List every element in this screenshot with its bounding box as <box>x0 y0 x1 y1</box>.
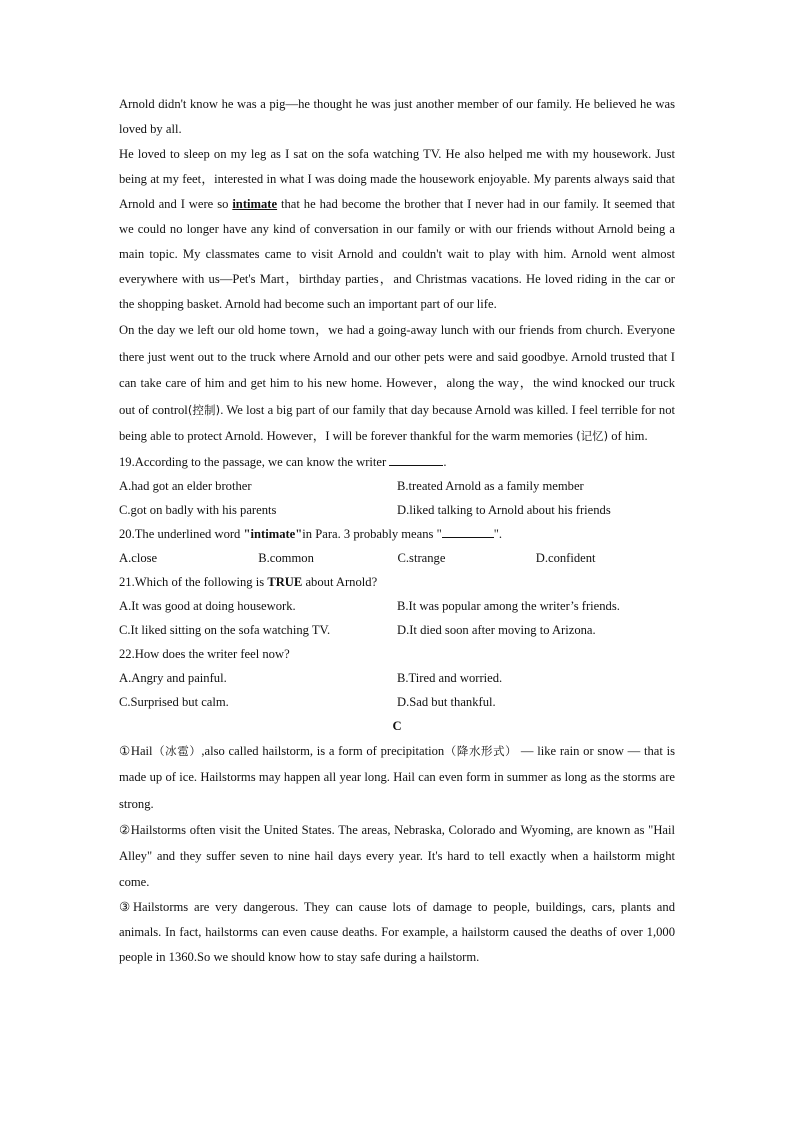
passage-paragraph-1: Arnold didn't know he was a pig—he thought he was just another member of our family. He believed he was loved by all. <box>119 97 675 136</box>
question-22-options-row-1 <box>119 666 675 690</box>
passage-paragraph-2-part-1: He loved to sleep on my leg as I sat on the sofa watching TV. He also helped me with my housework. Just being at my feet，interested in what I was doing made the housework enjoyable. My parents always said that Arnold and I were so <box>119 147 675 211</box>
question-20-option-a: A.close <box>119 550 158 565</box>
section-c-paragraph-1-part-3: — like rain or snow — that is made up of ice. Hailstorms may happen all year long. Hail can even form in summer as long as the storms are strong. <box>119 743 675 811</box>
question-22-option-a: A.Angry and painful. <box>119 670 227 685</box>
gloss-memories: (记忆) <box>576 429 609 443</box>
question-20-word: "intimate" <box>243 526 303 541</box>
question-21-option-a: A.It was good at doing housework. <box>119 598 296 613</box>
question-20-stem-end: ". <box>493 526 503 541</box>
question-19-option-a: A.had got an elder brother <box>119 478 252 493</box>
question-20-options <box>119 546 675 570</box>
question-20-option-b: B.common <box>258 550 314 565</box>
question-21-option-b: B.It was popular among the writer’s friends. <box>397 598 620 613</box>
gloss-precipitation: （降水形式） <box>444 743 518 758</box>
gloss-hail: （冰雹） <box>152 743 202 758</box>
passage-paragraph-2 <box>119 142 675 317</box>
passage-paragraph-3-part-1: On the day we left our old home town，we had a going-away lunch with our friends from church. Everyone there just went out to the truck where Arnold and our other pets were and said goodbye. Arnold trusted that I can take care of him and get him to his new home. However，along the way，the wind knocked our truck out of control <box>119 323 675 417</box>
question-22-stem: 22.How does the writer feel now? <box>119 646 290 661</box>
section-c-paragraph-3: ③Hailstorms are very dangerous. They can cause lots of damage to people, buildings, cars, plants and animals. In fact, hailstorms can even cause deaths. For example, a hailstorm caused the deaths of over 1,000 people in 1360.So we should know how to stay safe during a hailstorm. <box>119 900 675 964</box>
question-21-option-c: C.It liked sitting on the sofa watching TV. <box>119 622 331 637</box>
question-21-word: TRUE <box>267 574 303 589</box>
passage-paragraph-3-part-2: . We lost a big part of our family that day because Arnold was killed. I feel terrible for not being able to protect Arnold. However，I will be forever thankful for the warm memories <box>119 402 675 443</box>
question-22-option-b: B.Tired and worried. <box>397 670 503 685</box>
section-c-paragraph-1-part-1: ①Hail <box>119 743 153 758</box>
question-20-text-1: 20.The underlined word <box>119 526 244 541</box>
question-21-options-row-1 <box>119 594 675 618</box>
question-19-stem-end: . <box>443 454 447 469</box>
section-c-paragraph-2: ②Hailstorms often visit the United States. The areas, Nebraska, Colorado and Wyoming, are known as "Hail Alley" and they suffer seven to nine hail days every year. It's hard to tell exactly when a hailstorm might come. <box>119 823 675 889</box>
question-21-text-1: 21.Which of the following is <box>119 574 268 589</box>
question-20-option-d: D.confident <box>535 550 596 565</box>
exam-page <box>119 92 675 970</box>
passage-paragraph-3 <box>119 317 675 450</box>
question-20-text-2: in Para. 3 probably means " <box>302 526 442 541</box>
question-21-options-row-2 <box>119 618 675 642</box>
question-19-option-c: C.got on badly with his parents <box>119 502 277 517</box>
question-20-option-c: C.strange <box>397 550 446 565</box>
section-c-paragraph-1 <box>119 738 675 818</box>
answer-blank-19 <box>389 453 443 466</box>
question-19-stem <box>119 450 675 474</box>
question-19-text: 19.According to the passage, we can know the writer <box>119 454 390 469</box>
section-c-paragraph-1-part-2: ,also called hailstorm, is a form of precipitation <box>201 743 445 758</box>
question-19-option-d: D.liked talking to Arnold about his friends <box>397 502 611 517</box>
section-c-heading: C <box>392 718 402 733</box>
question-19-option-b: B.treated Arnold as a family member <box>397 478 584 493</box>
question-21-option-d: D.It died soon after moving to Arizona. <box>397 622 596 637</box>
gloss-control: (控制) <box>187 402 221 417</box>
question-22-option-c: C.Surprised but calm. <box>119 694 229 709</box>
answer-blank-20 <box>442 525 494 538</box>
question-22-options-row-2 <box>119 690 675 714</box>
question-20-stem <box>119 522 675 546</box>
question-19-options-row-1 <box>119 474 675 498</box>
question-19-options-row-2 <box>119 498 675 522</box>
underlined-word-intimate: intimate <box>232 197 278 211</box>
question-21-stem <box>119 570 675 594</box>
question-21-text-2: about Arnold? <box>302 574 378 589</box>
question-22-option-d: D.Sad but thankful. <box>397 694 496 709</box>
passage-paragraph-3-part-3: of him. <box>608 429 648 443</box>
passage-paragraph-2-part-2: that he had become the brother that I never had in our family. It seemed that we could no longer have any kind of conversation in our family or with our friends without Arnold being a main topic. My classmates came to visit Arnold and couldn't wait to play with him. Arnold went almost everywhere with us—Pet's Mart，birthday parties，and Christmas vacations. He loved riding in the car or the shopping basket. Arnold had become such an important part of our life. <box>119 197 675 311</box>
